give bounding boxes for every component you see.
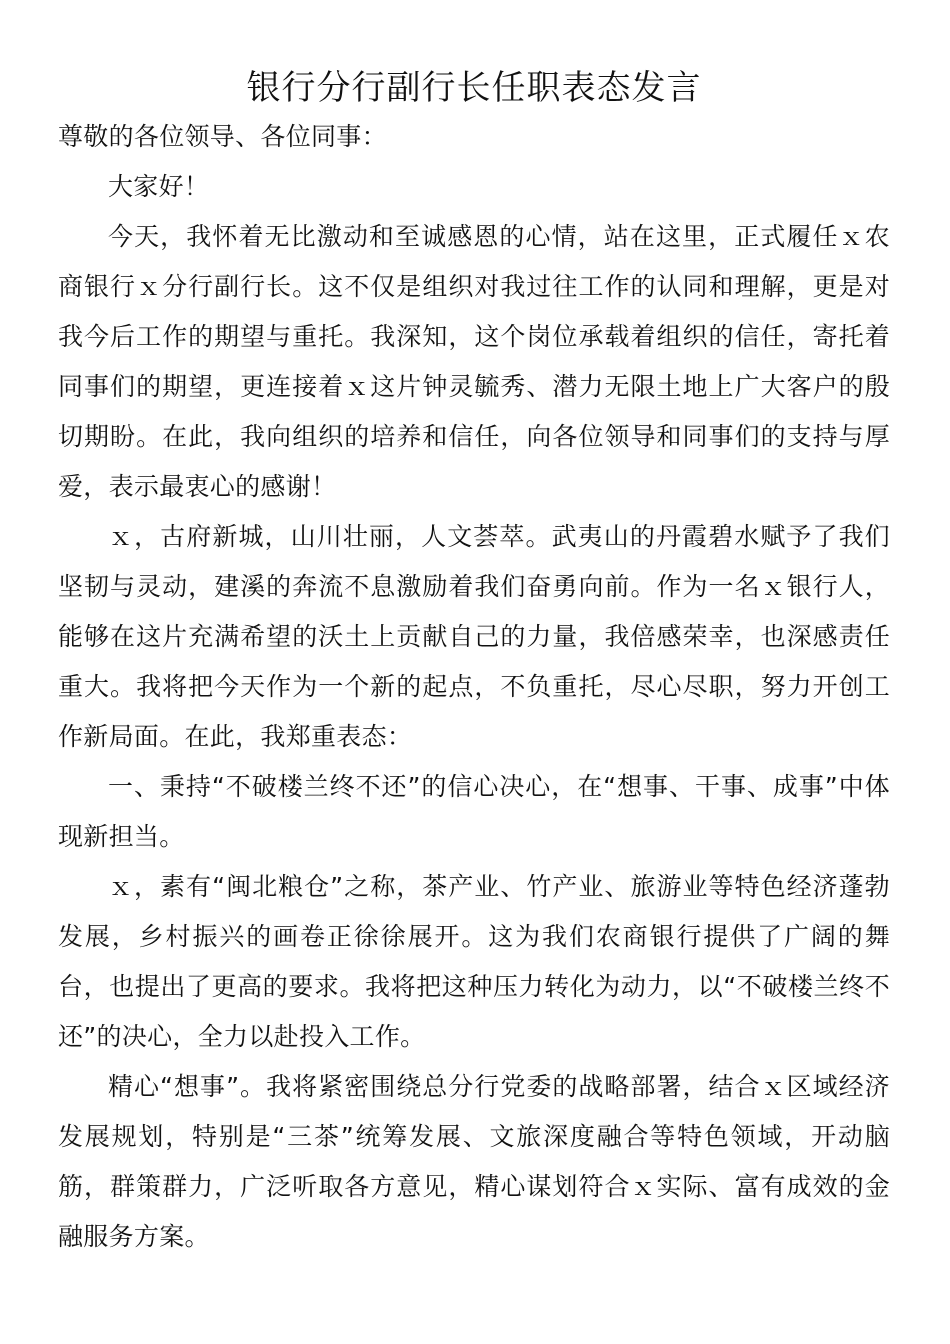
section-heading-1: 一、秉持“不破楼兰终不还”的信心决心，在“想事、干事、成事”中体现新担当。 <box>58 772 890 851</box>
paragraph-greeting: 大家好！ <box>108 172 210 201</box>
paragraph-think: 精心“想事”。我将紧密围绕总分行党委的战略部署，结合ｘ区域经济发展规划，特别是“三茶”统筹发展、文旅深度融合等特色领域，开动脑筋，群策群力，广泛听取各方意见，精心谋划符合ｘ实际、富有成效的金融服务方案。 <box>58 1072 890 1251</box>
paragraph-gratitude: 今天，我怀着无比激动和至诚感恩的心情，站在这里，正式履任ｘ农商银行ｘ分行副行长。这不仅是组织对我过往工作的认同和理解，更是对我今后工作的期望与重托。我深知，这个岗位承载着组织的信任，寄托着同事们的期望，更连接着ｘ这片钟灵毓秀、潜力无限土地上广大客户的殷切期盼。在此，我向组织的培养和信任，向各位领导和同事们的支持与厚爱，表示最衷心的感谢！ <box>58 222 890 501</box>
paragraph-region: ｘ，古府新城，山川壮丽，人文荟萃。武夷山的丹霞碧水赋予了我们坚韧与灵动，建溪的奔流不息激励着我们奋勇向前。作为一名ｘ银行人，能够在这片充满希望的沃土上贡献自己的力量，我倍感荣幸，也深感责任重大。我将把今天作为一个新的起点，不负重托，尽心尽职，努力开创工作新局面。在此，我郑重表态： <box>58 522 890 751</box>
document-title: 银行分行副行长任职表态发言 <box>246 68 702 108</box>
paragraph-economy: ｘ，素有“闽北粮仓”之称，茶产业、竹产业、旅游业等特色经济蓬勃发展，乡村振兴的画卷正徐徐展开。这为我们农商银行提供了广阔的舞台，也提出了更高的要求。我将把这种压力转化为动力，以“不破楼兰终不还”的决心，全力以赴投入工作。 <box>58 872 890 1051</box>
salutation: 尊敬的各位领导、各位同事： <box>58 122 387 151</box>
